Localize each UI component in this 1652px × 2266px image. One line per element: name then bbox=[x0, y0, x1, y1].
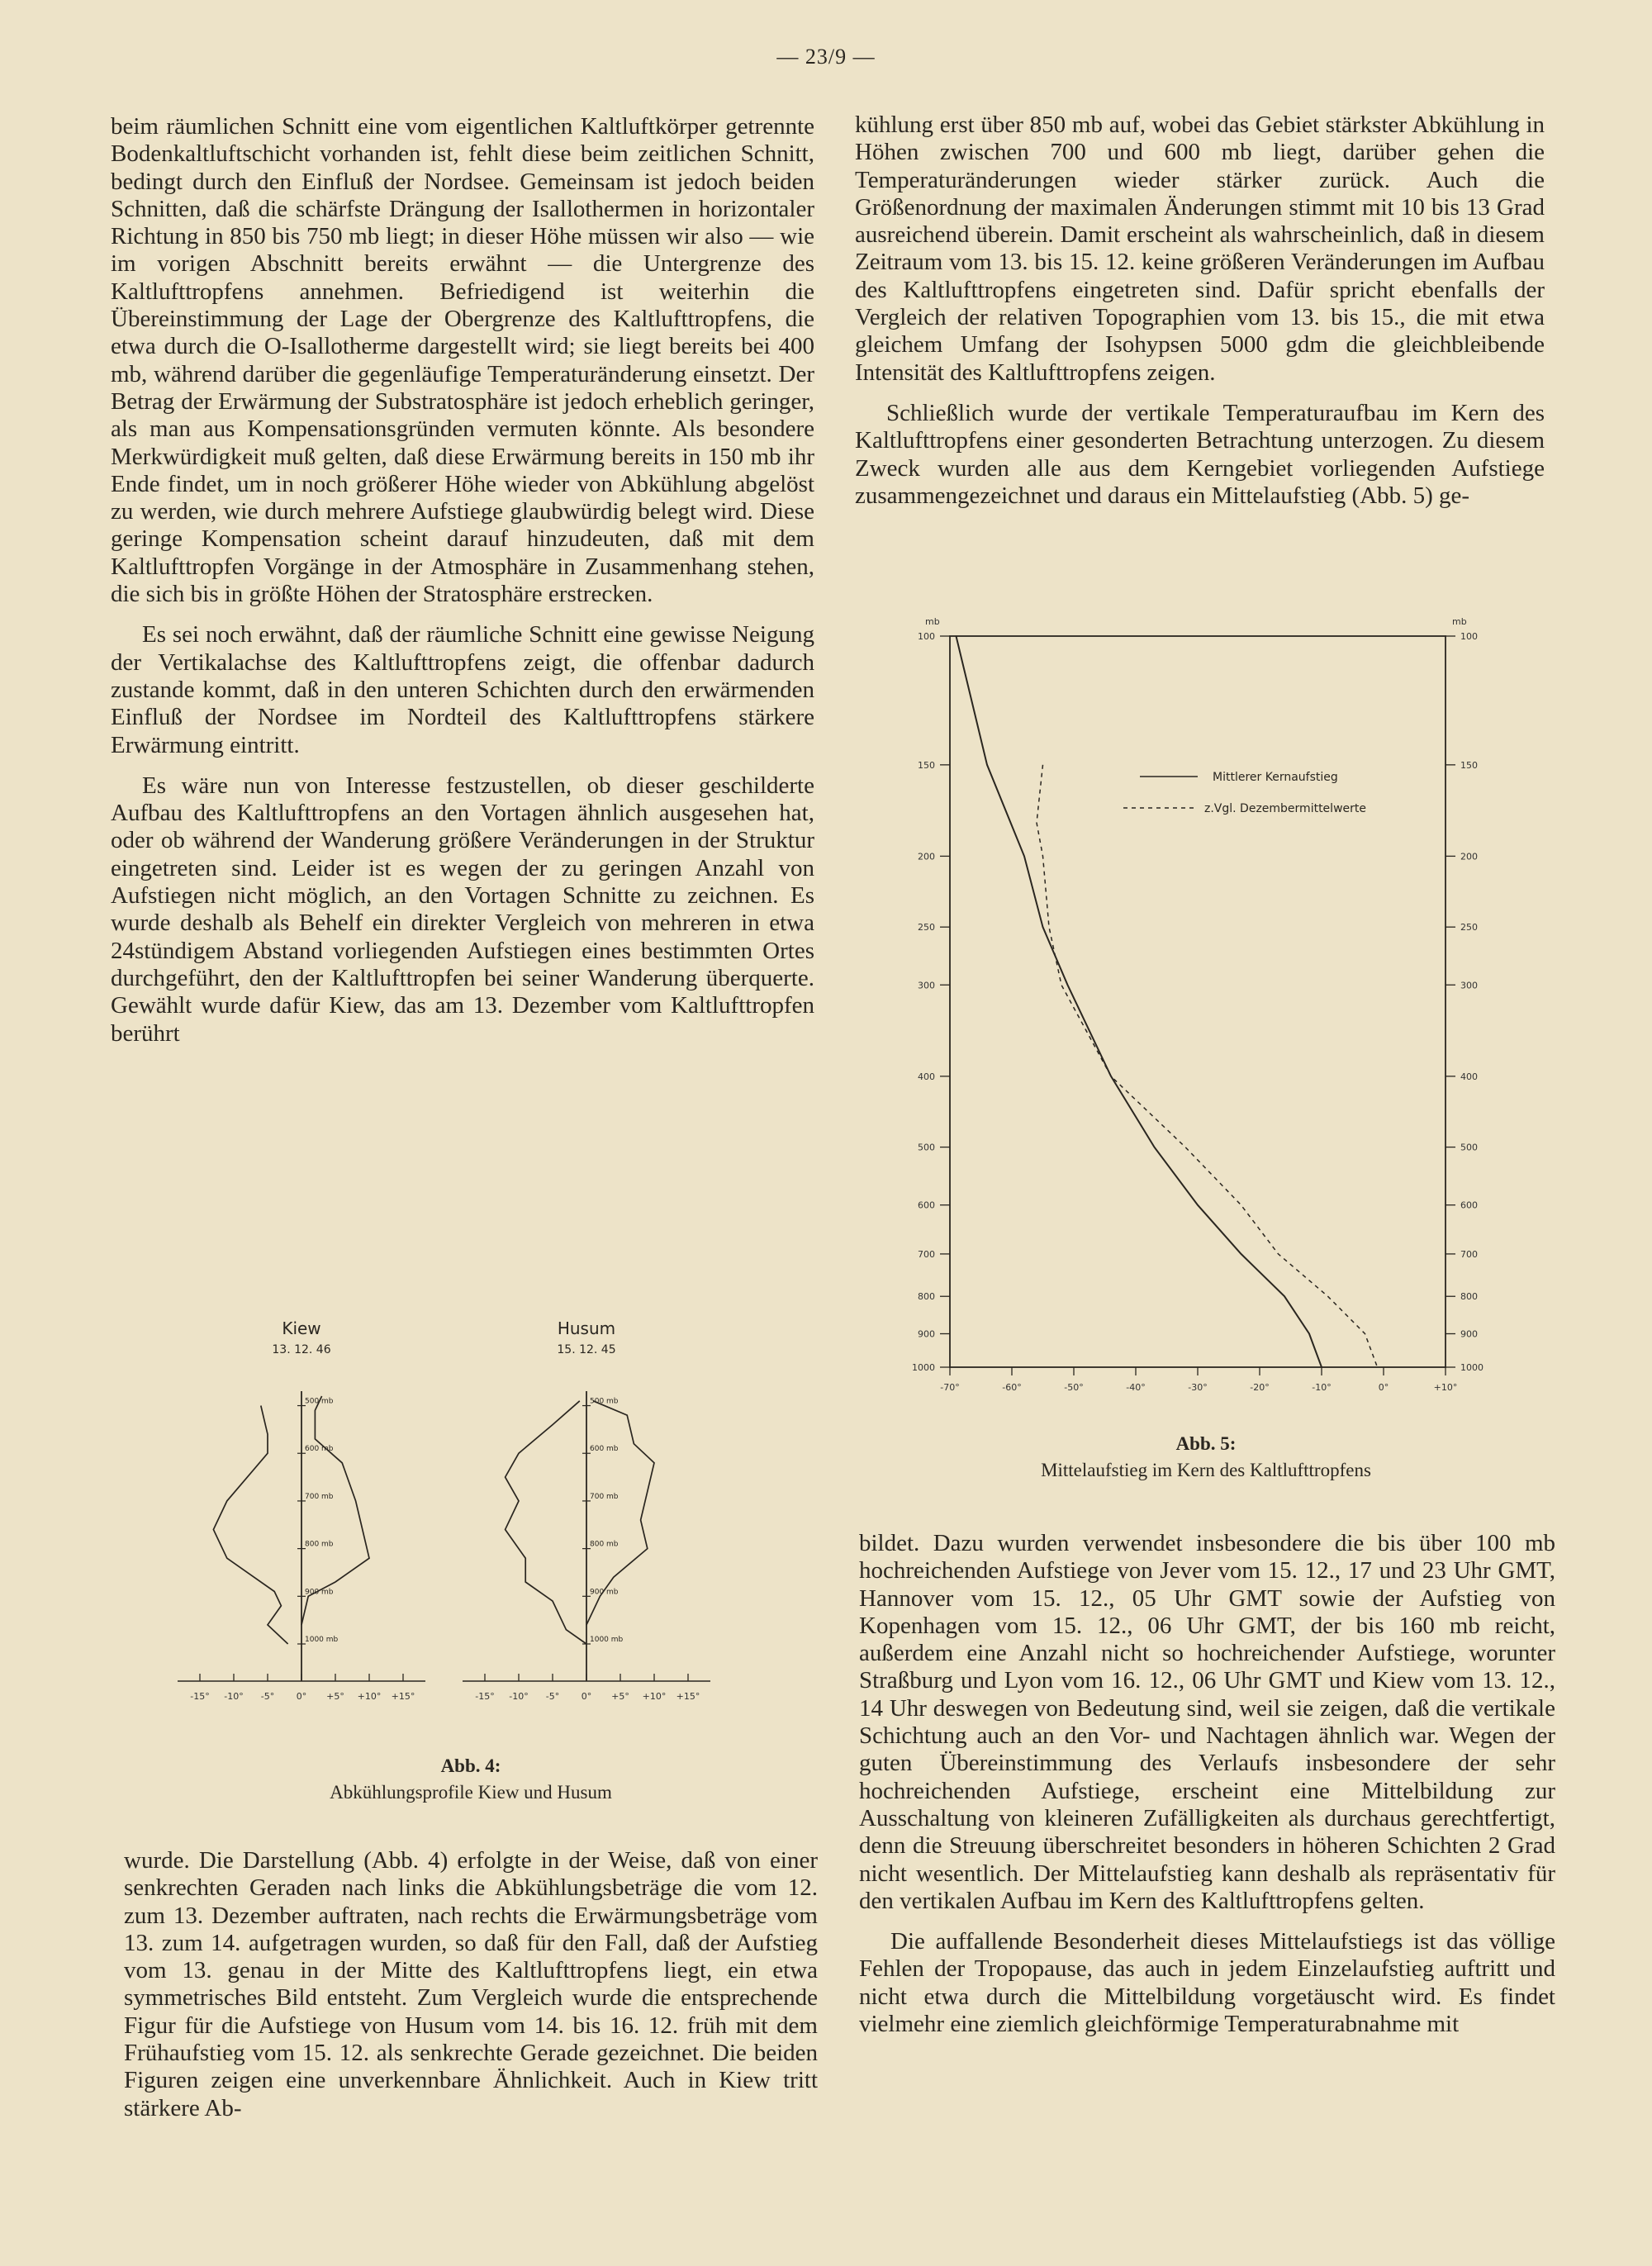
figure-4-caption bbox=[206, 1753, 735, 1806]
left-column-top-text bbox=[111, 113, 814, 1061]
level-label: 800 mb bbox=[305, 1540, 334, 1549]
y-tick-label-left: 500 bbox=[918, 1142, 935, 1153]
y-tick-label-right: 1000 bbox=[1460, 1362, 1483, 1373]
legend-label-solid: Mittlerer Kernaufstieg bbox=[1213, 771, 1338, 784]
x-tick-label: -40° bbox=[1126, 1382, 1146, 1393]
y-tick-label-right: 900 bbox=[1460, 1328, 1478, 1340]
y-tick-label-right: 700 bbox=[1460, 1248, 1478, 1260]
paragraph: Es sei noch erwähnt, daß der räumliche Schnitt eine gewisse Neigung der Vertikalachse des Kaltlufttropfens zeigt, die offenbar dadurch zustande kommt, daß in den unteren Schichten durch den erwärmenden Einfluß der Nordsee im Nordteil des Kaltlufttropfens stärkere Erwärmung eintritt. bbox=[111, 621, 814, 758]
y-tick-label-right: 150 bbox=[1460, 759, 1478, 771]
y-tick-label-left: 600 bbox=[918, 1200, 935, 1211]
y-tick-label-left: 200 bbox=[918, 851, 935, 862]
y-tick-label-right: 250 bbox=[1460, 922, 1478, 933]
level-label: 900 mb bbox=[305, 1588, 334, 1597]
x-tick-label: +10° bbox=[1433, 1382, 1458, 1393]
x-tick-label: 0° bbox=[1378, 1382, 1389, 1393]
profile-date-label: 15. 12. 45 bbox=[557, 1343, 616, 1356]
y-tick-label-left: 300 bbox=[918, 980, 935, 991]
y-tick-label-right: 100 bbox=[1460, 631, 1478, 642]
figure-4-caption-label: Abb. 4: bbox=[440, 1755, 501, 1776]
x-tick-label: -5° bbox=[260, 1691, 275, 1702]
y-tick-label-left: 900 bbox=[918, 1328, 935, 1340]
level-label: 600 mb bbox=[590, 1445, 619, 1454]
x-tick-label: -15° bbox=[475, 1691, 495, 1702]
level-label: 1000 mb bbox=[590, 1636, 624, 1644]
figure-5-chart bbox=[892, 611, 1487, 1421]
x-tick-label: -60° bbox=[1002, 1382, 1022, 1393]
figure-5-caption bbox=[933, 1431, 1479, 1484]
figure-4-caption-text: Abkühlungsprofile Kiew und Husum bbox=[330, 1782, 612, 1803]
x-tick-label: +15° bbox=[676, 1691, 700, 1702]
x-tick-label: -10° bbox=[509, 1691, 529, 1702]
y-tick-label-left: 700 bbox=[918, 1248, 935, 1260]
right-column-bottom-text bbox=[859, 1530, 1555, 2051]
paragraph: beim räumlichen Schnitt eine vom eigentlichen Kaltluftkörper getrennte Bodenkaltluftschicht vorhanden ist, fehlt diese beim zeitlichen Schnitt, bedingt durch den Einfluß der Nordsee. Gemeinsam ist jedoch beiden Schnitten, daß die schärfste Drängung der Isallothermen in horizontaler Richtung in 850 bis 750 mb liegt; in dieser Höhe müssen wir also — wie im vorigen Abschnitt bereits erwähnt — die Untergrenze des Kaltlufttropfens annehmen. Befriedigend ist weiterhin die Übereinstimmung der Lage der Obergrenze des Kaltlufttropfens, die etwa durch die O-Isallotherme dargestellt wird; sie liegt bereits bei 400 mb, während darüber die gegenläufige Temperaturänderung einsetzt. Der Betrag der Erwärmung der Substratosphäre ist jedoch erheblich geringer, als man aus Kompensationsgründen vermuten könnte. Als besondere Merkwürdigkeit muß gelten, daß diese Erwärmung bereits in 150 mb ihr Ende findet, um in noch größerer Höhe wieder von Abkühlung abgelöst zu werden, wie durch mehrere Aufstiege glaubwürdig belegt wird. Diese geringe Kompensation scheint darauf hinzudeuten, daß mit dem Kaltlufttropfen Vorgänge in der Atmosphäre in Zusammenhang stehen, die sich bis in größte Höhen der Stratosphäre erstrecken. bbox=[111, 113, 814, 608]
y-tick-label-left: 150 bbox=[918, 759, 935, 771]
figure-4-profiles bbox=[173, 1314, 719, 1743]
paragraph: Es wäre nun von Interesse festzustellen, ob dieser geschilderte Aufbau des Kaltlufttropfens an den Vortagen ähnlich ausgesehen hat, oder ob während der Wanderung größere Veränderungen in der Struktur eingetreten sind. Leider ist es wegen der zu geringen Anzahl von Aufstiegen nicht möglich, an den Vortagen Schnitte zu zeichnen. Es wurde deshalb als Behelf ein direkter Vergleich von mehreren in etwa 24stündigem Abstand vorliegenden Aufstiegen eines bestimmten Ortes durchgeführt, den der Kaltlufttropfen bei seiner Wanderung überquerte. Gewählt wurde dafür Kiew, das am 13. Dezember vom Kaltlufttropfen berührt bbox=[111, 772, 814, 1047]
x-tick-label: -20° bbox=[1250, 1382, 1270, 1393]
y-tick-label-left: 100 bbox=[918, 631, 935, 642]
x-tick-label: -50° bbox=[1064, 1382, 1084, 1393]
y-tick-label-right: 300 bbox=[1460, 980, 1478, 991]
level-label: 700 mb bbox=[590, 1492, 619, 1501]
figure-4-chart bbox=[173, 1314, 719, 1743]
x-tick-label: 0° bbox=[296, 1691, 307, 1702]
right-column-top-text bbox=[855, 112, 1545, 523]
plot-frame bbox=[950, 636, 1446, 1367]
x-tick-label: +15° bbox=[391, 1691, 415, 1702]
figure-5-caption-label: Abb. 5: bbox=[1175, 1433, 1237, 1454]
profile-date-label: 13. 12. 46 bbox=[272, 1343, 331, 1356]
y-unit-label-right: mb bbox=[1452, 616, 1467, 627]
paragraph: kühlung erst über 850 mb auf, wobei das Gebiet stärkster Abkühlung in Höhen zwischen 700 und 600 mb liegt, darüber gehen die Temperaturänderungen wieder stärker zurück. Auch die Größenordnung der maximalen Änderungen stimmt mit 10 bis 13 Grad ausreichend überein. Damit erscheint als wahrscheinlich, daß in diesem Zeitraum vom 13. bis 15. 12. keine größeren Veränderungen im Aufbau des Kaltlufttropfens eingetreten sind. Dafür spricht ebenfalls der Vergleich der relativen Topographien vom 13. bis 15., die mit etwa gleichem Umfang der Isohypsen 5000 gdm die gleichbleibende Intensität des Kaltlufttropfens zeigen. bbox=[855, 112, 1545, 386]
series-line-kernaufstieg bbox=[957, 636, 1322, 1367]
level-label: 500 mb bbox=[305, 1397, 334, 1406]
level-label: 900 mb bbox=[590, 1588, 619, 1597]
paragraph: Die auffallende Besonderheit dieses Mittelaufstiegs ist das völlige Fehlen der Tropopause, das auch in jedem Einzelaufstieg auftritt und nicht etwa durch die Mittelbildung vorgetäuscht wird. Es findet vielmehr eine ziemlich gleichförmige Temperaturabnahme mit bbox=[859, 1928, 1555, 2038]
profile-line-left bbox=[506, 1401, 586, 1644]
profile-station-label: Husum bbox=[557, 1318, 616, 1338]
x-tick-label: -30° bbox=[1188, 1382, 1208, 1393]
y-unit-label-left: mb bbox=[925, 616, 940, 627]
x-tick-label: 0° bbox=[581, 1691, 592, 1702]
y-tick-label-right: 600 bbox=[1460, 1200, 1478, 1211]
profile-line-left bbox=[213, 1406, 287, 1645]
y-tick-label-left: 800 bbox=[918, 1291, 935, 1303]
legend-label-dashed: z.Vgl. Dezembermittelwerte bbox=[1204, 802, 1366, 815]
level-label: 600 mb bbox=[305, 1445, 334, 1454]
figure-5-caption-text: Mittelaufstieg im Kern des Kaltlufttropfens bbox=[1041, 1460, 1371, 1480]
y-tick-label-left: 250 bbox=[918, 922, 935, 933]
level-label: 1000 mb bbox=[305, 1636, 339, 1644]
x-tick-label: +5° bbox=[326, 1691, 344, 1702]
y-tick-label-right: 800 bbox=[1460, 1291, 1478, 1303]
level-label: 800 mb bbox=[590, 1540, 619, 1549]
y-tick-label-right: 400 bbox=[1460, 1071, 1478, 1082]
y-tick-label-right: 200 bbox=[1460, 851, 1478, 862]
series-line-dezembermittel bbox=[1037, 765, 1378, 1367]
y-tick-label-left: 1000 bbox=[912, 1362, 935, 1373]
profile-station-label: Kiew bbox=[282, 1318, 321, 1338]
paragraph: bildet. Dazu wurden verwendet insbesondere die bis über 100 mb hochreichenden Aufstiege von Jever vom 15. 12., 17 und 23 Uhr GMT, Hannover vom 15. 12., 05 Uhr GMT sowie der Aufstieg von Kopenhagen vom 15. 12., 06 Uhr GMT, der bis 160 mb reicht, außerdem eine Anzahl nicht so hochreichender Aufstiege, worunter Straßburg und Lyon vom 16. 12., 06 Uhr GMT und Kiew vom 13. 12., 14 Uhr deswegen von Bedeutung sind, weil sie zeigen, daß die vertikale Schichtung auch an den Vor- und Nachtagen ähnlich war. Wegen der guten Übereinstimmung des Verlaufs insbesondere der sehr hochreichenden Aufstiege, erscheint eine Mittelbildung zur Ausschaltung von kleineren Zufälligkeiten als durchaus gerechtfertigt, denn die Streuung überschreitet besonders in höheren Schichten 2 Grad nicht wesentlich. Der Mittelaufstieg kann deshalb als repräsentativ für den vertikalen Aufbau im Kern des Kaltlufttropfens gelten. bbox=[859, 1530, 1555, 1914]
y-tick-label-right: 500 bbox=[1460, 1142, 1478, 1153]
x-tick-label: -10° bbox=[1312, 1382, 1332, 1393]
x-tick-label: -5° bbox=[545, 1691, 560, 1702]
x-tick-label: -70° bbox=[940, 1382, 960, 1393]
x-tick-label: +5° bbox=[611, 1691, 629, 1702]
page-number: — 23/9 — bbox=[776, 45, 876, 69]
y-tick-label-left: 400 bbox=[918, 1071, 935, 1082]
x-tick-label: +10° bbox=[357, 1691, 382, 1702]
level-label: 500 mb bbox=[590, 1397, 619, 1406]
x-tick-label: -10° bbox=[224, 1691, 244, 1702]
figure-5-mean-sounding bbox=[892, 611, 1487, 1421]
paragraph: wurde. Die Darstellung (Abb. 4) erfolgte in der Weise, daß von einer senkrechten Geraden nach links die Abkühlungsbeträge die vom 12. zum 13. Dezember auftraten, nach rechts die Erwärmungsbeträge vom 13. zum 14. aufgetragen wurden, so daß für den Fall, daß der Aufstieg vom 13. genau in der Mitte des Kaltlufttropfens liegt, ein etwa symmetrisches Bild entsteht. Zum Vergleich wurde die entsprechende Figur für die Aufstiege von Husum vom 14. bis 16. 12. früh mit dem Frühaufstieg vom 15. 12. als senkrechte Gerade gezeichnet. Die beiden Figuren zeigen eine unverkennbare Ähnlichkeit. Auch in Kiew tritt stärkere Ab- bbox=[124, 1847, 818, 2121]
paragraph: Schließlich wurde der vertikale Temperaturaufbau im Kern des Kaltlufttropfens einer gesonderten Betrachtung unterzogen. Zu diesem Zweck wurden alle aus dem Kerngebiet vorliegenden Aufstiege zusammengezeichnet und daraus ein Mittelaufstieg (Abb. 5) ge- bbox=[855, 399, 1545, 509]
left-column-bottom-text bbox=[124, 1847, 818, 2135]
level-label: 700 mb bbox=[305, 1492, 334, 1501]
x-tick-label: -15° bbox=[190, 1691, 210, 1702]
x-tick-label: +10° bbox=[642, 1691, 667, 1702]
